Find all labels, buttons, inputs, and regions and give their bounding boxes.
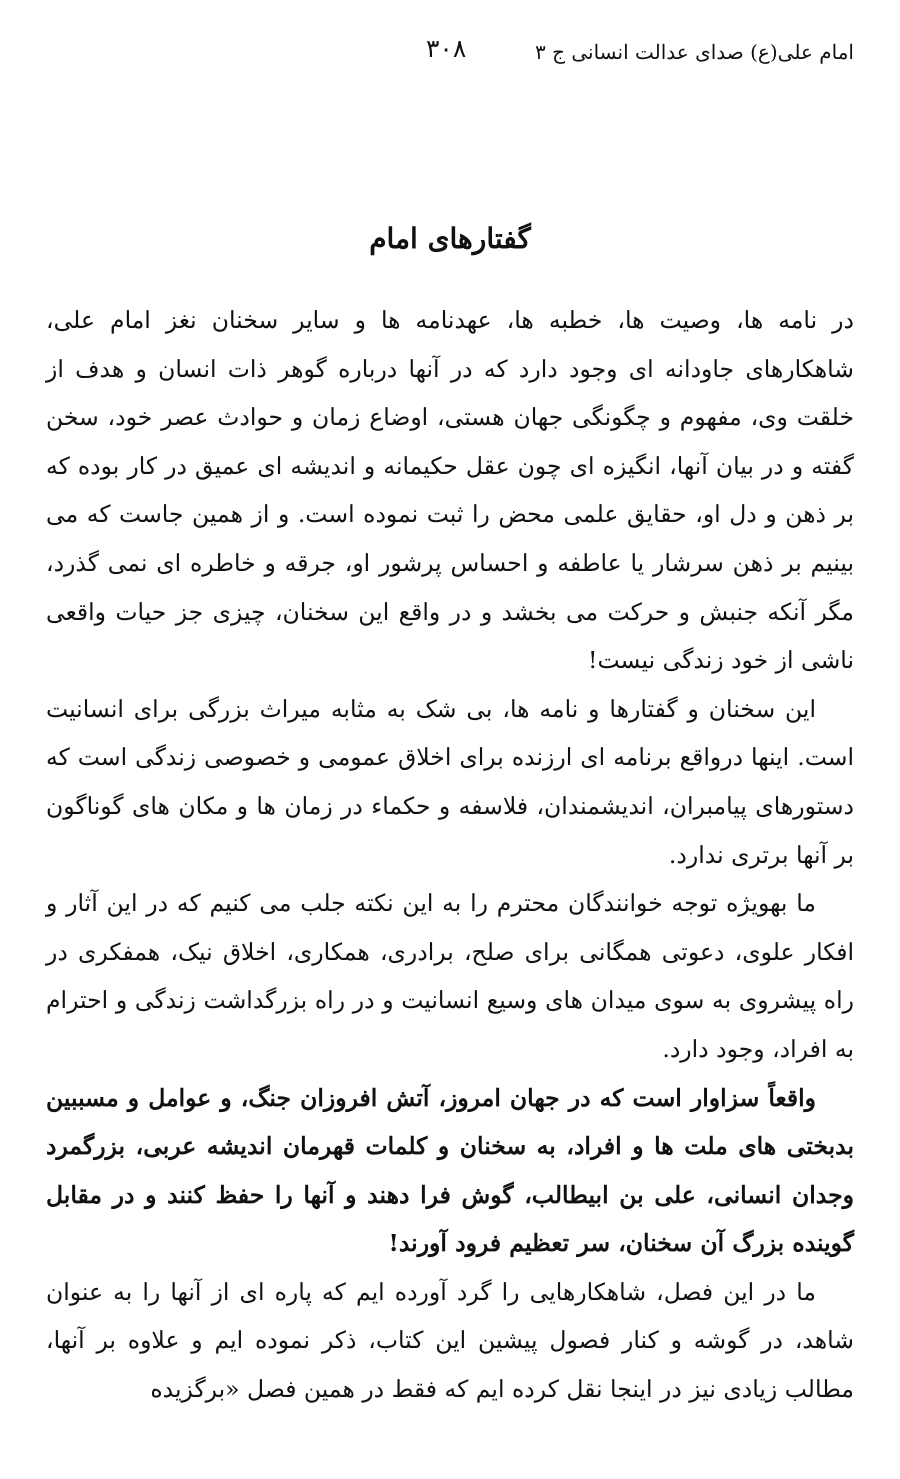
- running-header-title: امام علی(ع) صدای عدالت انسانی ج ۳: [534, 40, 854, 64]
- chapter-title: گفتارهای امام: [369, 222, 531, 255]
- paragraph-emphasized: واقعاً سزاوار است که در جهان امروز، آتش افروزان جنگ، و عوامل و مسببین بدبختی های ملت ها و افراد، به سخنان و کلمات قهرمان اندیشه عربی، بزرگمرد وجدان انسانی، علی بن ابیطالب، گوش فرا دهند و آنها را حفظ کنند و در مقابل گوینده بزرگ آن سخنان، سر تعظیم فرود آورند!: [46, 1083, 854, 1258]
- paragraph: ما بهویژه توجه خوانندگان محترم را به این نکته جلب می کنیم که در این آثار و افکار علوی، دعوتی همگانی برای صلح، برادری، همکاری، اخلاق نیک، همفکری در راه پیشروی به سوی میدان های وسیع انسانیت و در راه بزرگداشت زندگی و احترام به افراد، وجود دارد.: [46, 889, 854, 1063]
- page-number: ۳۰۸: [426, 34, 467, 63]
- running-header: [46, 34, 854, 74]
- body-text: [46, 296, 854, 1414]
- paragraph: این سخنان و گفتارها و نامه ها، بی شک به مثابه میراث بزرگی برای انسانیت است. اینها درواقع برنامه ای ارزنده برای اخلاق عمومی و خصوصی زندگی است که دستورهای پیامبران، اندیشمندان، فلاسفه و حکماء در زمان ها و مکان های گوناگون بر آنها برتری ندارد.: [46, 694, 854, 869]
- paragraph: ما در این فصل، شاهکارهایی را گرد آورده ایم که پاره ای از آنها را به عنوان شاهد، در گوشه و کنار فصول پیشین این کتاب، ذکر نموده ایم و علاوه بر آنها، مطالب زیادی نیز در اینجا نقل کرده ایم که فقط در همین فصل «برگزیده: [46, 1277, 854, 1404]
- paragraph: در نامه ها، وصیت ها، خطبه ها، عهدنامه ها و سایر سخنان نغز امام علی، شاهکارهای جاودانه ای وجود دارد که در آنها درباره گوهر ذات انسان و هدف از خلقت وی، مفهوم و چگونگی جهان هستی، اوضاع زمان و حوادث عصر خود، سخن گفته و در بیان آنها، انگیزه ای چون عقل حکیمانه و اندیشه ای عمیق در کار بوده که بر ذهن و دل او، حقایق علمی محض را ثبت نموده است. و از همین جاست که می بینیم بر ذهن سرشار یا عاطفه و احساس پرشور او، جرقه و خاطره ای نمی گذرد، مگر آنکه جنبش و حرکت می بخشد و در واقع این سخنان، چیزی جز حیات واقعی ناشی از خود زندگی نیست!: [46, 306, 854, 675]
